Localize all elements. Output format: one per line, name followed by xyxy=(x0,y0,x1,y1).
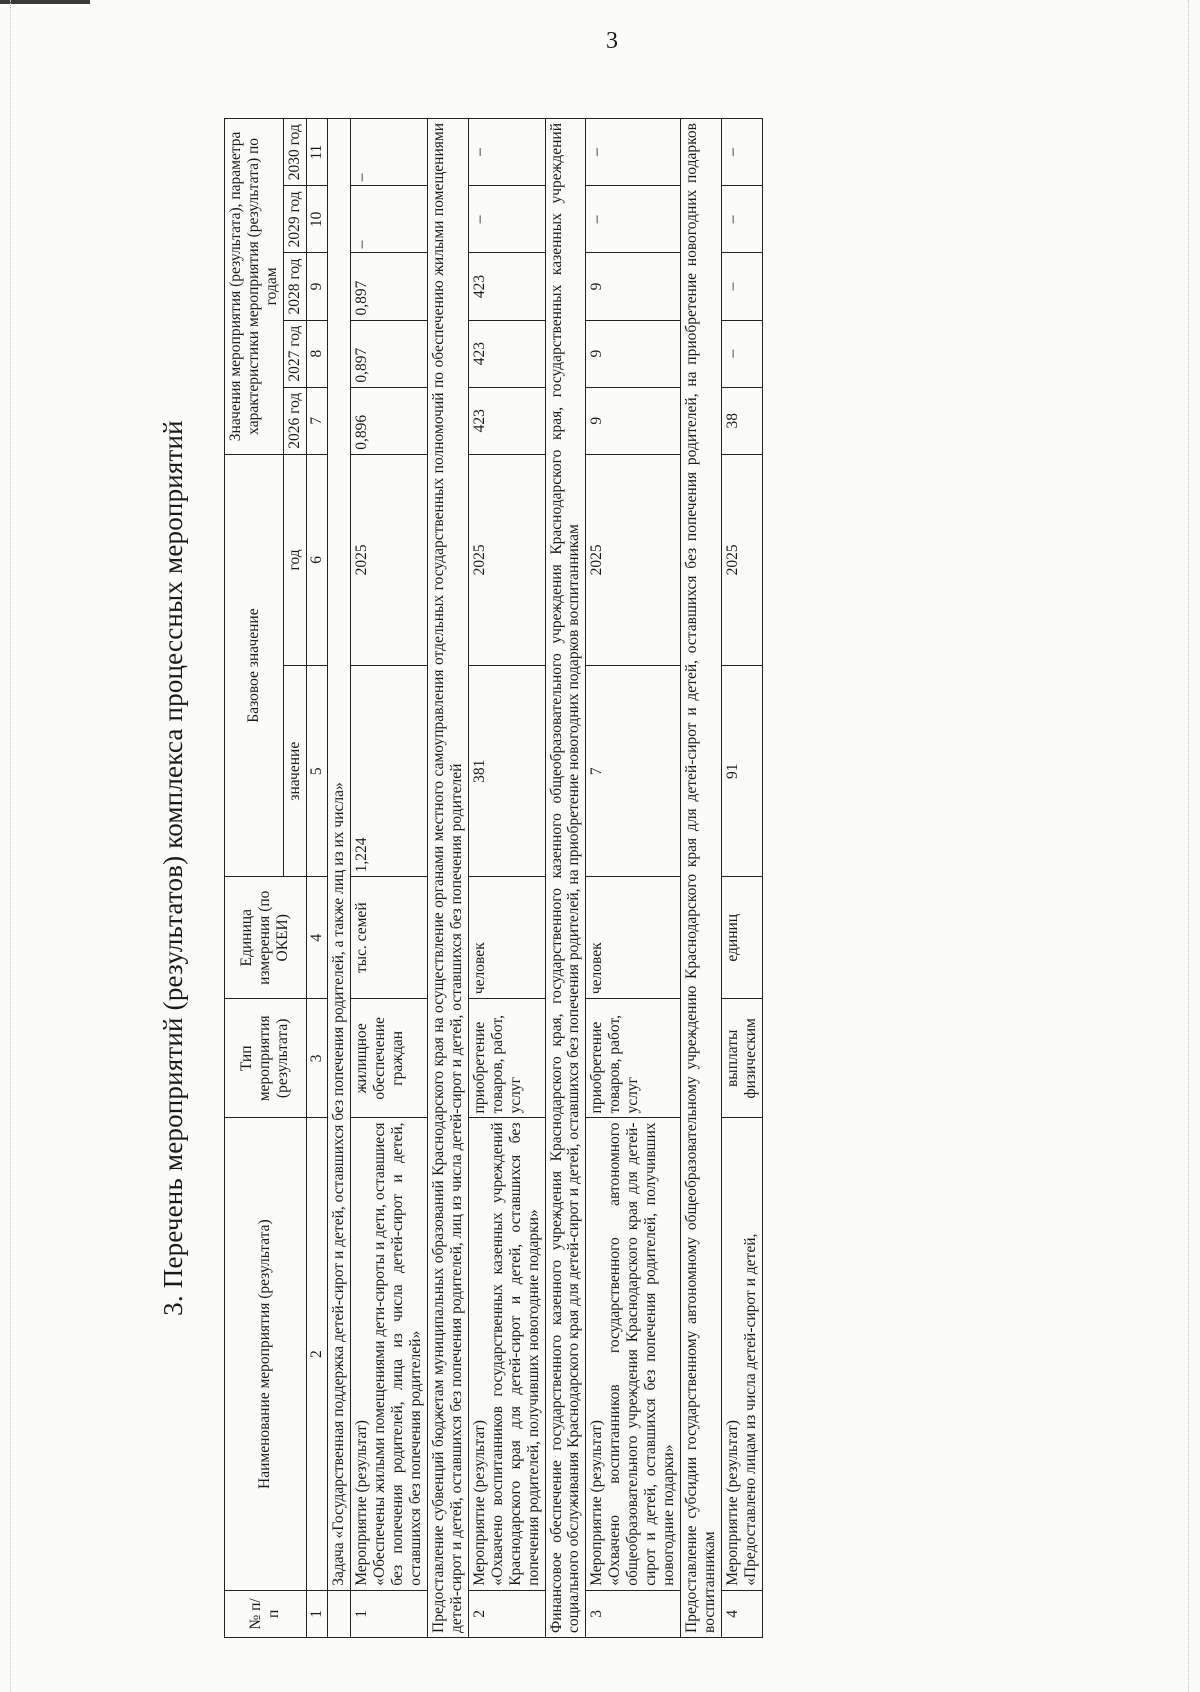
measure-name-label: Мероприятие (результат) xyxy=(470,1420,488,1586)
header-no: № п/п xyxy=(225,1590,307,1637)
scan-artifact xyxy=(0,0,90,4)
column-number-row xyxy=(306,119,327,1638)
base-year: 2025 xyxy=(468,454,545,665)
table-row xyxy=(586,119,681,1638)
measure-type: приобретение товаров, работ, услуг xyxy=(468,999,545,1118)
value-2027: 9 xyxy=(586,320,681,387)
measure-type: выплаты физическим xyxy=(722,999,763,1118)
column-number: 8 xyxy=(306,320,327,387)
section-text: Предоставление субсидии государственному автономному общеобразовательному учреждению Краснодарского края для детей-сирот и детей, оставшихся без попечения родителей, на приобретение новогодних подарков воспитанникам xyxy=(681,119,722,1638)
table-row xyxy=(722,119,763,1638)
value-2029: – xyxy=(350,186,427,253)
base-year: 2025 xyxy=(350,454,427,665)
measure-name-label: Мероприятие (результат) xyxy=(352,1420,370,1586)
measure-name xyxy=(722,1118,763,1590)
measure-unit: единиц xyxy=(722,877,763,999)
measure-name-text: «Охвачено воспитанников государственных казенных учреждений Краснодарского края для детей-сирот и детей, оставшихся без попечения родителей, получивших новогодние подарки» xyxy=(488,1122,542,1586)
value-2027: – xyxy=(722,320,763,387)
header-values-by-year: Значения мероприятия (результата), параметра характеристики мероприятия (результата) по годам xyxy=(225,119,284,455)
section-number-cell xyxy=(327,1590,350,1637)
header-year-2028: 2028 год xyxy=(283,253,306,320)
row-number: 1 xyxy=(350,1590,427,1637)
measure-name-label: Мероприятие (результат) xyxy=(588,1420,606,1586)
measure-type: жилищное обеспечение граждан xyxy=(350,999,427,1118)
column-number: 5 xyxy=(306,666,327,877)
table-header xyxy=(225,119,328,1638)
row-number: 3 xyxy=(586,1590,681,1637)
value-2030: – xyxy=(586,119,681,186)
header-base: Базовое значение xyxy=(225,454,284,877)
measure-name-text: «Обеспечены жилыми помещениями дети-сироты и дети, оставшиеся без попечения родителей, лица из числа детей-сирот и детей, оставшихся без попечения родителей» xyxy=(370,1122,424,1586)
measure-unit: человек xyxy=(586,877,681,999)
value-2028: 0,897 xyxy=(350,253,427,320)
base-value: 1,224 xyxy=(350,666,427,877)
header-year-2030: 2030 год xyxy=(283,119,306,186)
scan-margin-right xyxy=(1188,0,1190,1692)
measure-unit: тыс. семей xyxy=(350,877,427,999)
header-unit: Единица измерения (по ОКЕИ) xyxy=(225,877,307,999)
base-value: 381 xyxy=(468,666,545,877)
header-base-value: значение xyxy=(283,666,306,877)
section-text: Финансовое обеспечение государственного казенного учреждения Краснодарского края, государственного казенного общеобразовательного учреждения Краснодарского края, государственных казенных учреждений социального обслуживания Краснодарского края для детей-сирот и детей, оставшихся без попечения родителей, на приобретение новогодних подарков воспитанникам xyxy=(545,119,586,1638)
header-base-year: год xyxy=(283,454,306,665)
value-2026: 38 xyxy=(722,387,763,454)
rotated-page-content xyxy=(158,98,1038,1638)
measure-unit: человек xyxy=(468,877,545,999)
table-section-row xyxy=(681,119,722,1638)
value-2028: – xyxy=(722,253,763,320)
column-number: 7 xyxy=(306,387,327,454)
measure-name-text: «Предоставлено лицам из числа детей-сирот и детей, xyxy=(742,1233,760,1586)
page-number: 3 xyxy=(606,28,618,54)
value-2029: – xyxy=(468,186,545,253)
measure-name-text: «Охвачено воспитанников государственного автономного общеобразовательного учреждения Краснодарского края для детей-сирот и детей, оставшихся без попечения родителей, получивших новогодние подарки» xyxy=(606,1122,678,1586)
value-2030: – xyxy=(468,119,545,186)
column-number: 11 xyxy=(306,119,327,186)
value-2029: – xyxy=(722,186,763,253)
document-title: 3. Перечень мероприятий (результатов) комплекса процессных мероприятий xyxy=(158,420,188,1316)
column-number: 6 xyxy=(306,454,327,665)
column-number: 2 xyxy=(306,1118,327,1590)
value-2027: 0,897 xyxy=(350,320,427,387)
value-2026: 9 xyxy=(586,387,681,454)
row-number: 4 xyxy=(722,1590,763,1637)
value-2028: 423 xyxy=(468,253,545,320)
column-number: 9 xyxy=(306,253,327,320)
measure-name xyxy=(586,1118,681,1590)
row-number: 2 xyxy=(468,1590,545,1637)
value-2030: – xyxy=(350,119,427,186)
table-row xyxy=(468,119,545,1638)
measure-type: приобретение товаров, работ, услуг xyxy=(586,999,681,1118)
header-year-2027: 2027 год xyxy=(283,320,306,387)
measure-name-label: Мероприятие (результат) xyxy=(724,1420,742,1586)
value-2028: 9 xyxy=(586,253,681,320)
value-2027: 423 xyxy=(468,320,545,387)
column-number: 3 xyxy=(306,999,327,1118)
value-2026: 0,896 xyxy=(350,387,427,454)
value-2026: 423 xyxy=(468,387,545,454)
table-section-row xyxy=(327,119,350,1638)
value-2030: – xyxy=(722,119,763,186)
header-year-2029: 2029 год xyxy=(283,186,306,253)
value-2029: – xyxy=(586,186,681,253)
table-section-row xyxy=(427,119,468,1638)
header-type: Тип мероприятия (результата) xyxy=(225,999,307,1118)
column-number: 10 xyxy=(306,186,327,253)
header-name: Наименование мероприятия (результата) xyxy=(225,1118,307,1590)
base-year: 2025 xyxy=(586,454,681,665)
base-value: 7 xyxy=(586,666,681,877)
table-row xyxy=(350,119,427,1638)
measure-name xyxy=(468,1118,545,1590)
column-number: 1 xyxy=(306,1590,327,1637)
table-section-row xyxy=(545,119,586,1638)
section-text: Задача «Государственная поддержка детей-сирот и детей, оставшихся без попечения родителей, а также лиц из их числа» xyxy=(327,119,350,1591)
base-year: 2025 xyxy=(722,454,763,665)
header-year-2026: 2026 год xyxy=(283,387,306,454)
column-number: 4 xyxy=(306,877,327,999)
section-text: Предоставление субвенций бюджетам муниципальных образований Краснодарского края на осуществление органами местного самоуправления отдельных государственных полномочий по обеспечению жилыми помещениями детей-сирот и детей, оставшихся без попечения родителей, лиц из числа детей-сирот и детей, оставшихся без попечения родителей xyxy=(427,119,468,1638)
measures-table xyxy=(224,118,763,1638)
scan-margin-left xyxy=(10,0,12,1692)
base-value: 91 xyxy=(722,666,763,877)
measure-name xyxy=(350,1118,427,1590)
